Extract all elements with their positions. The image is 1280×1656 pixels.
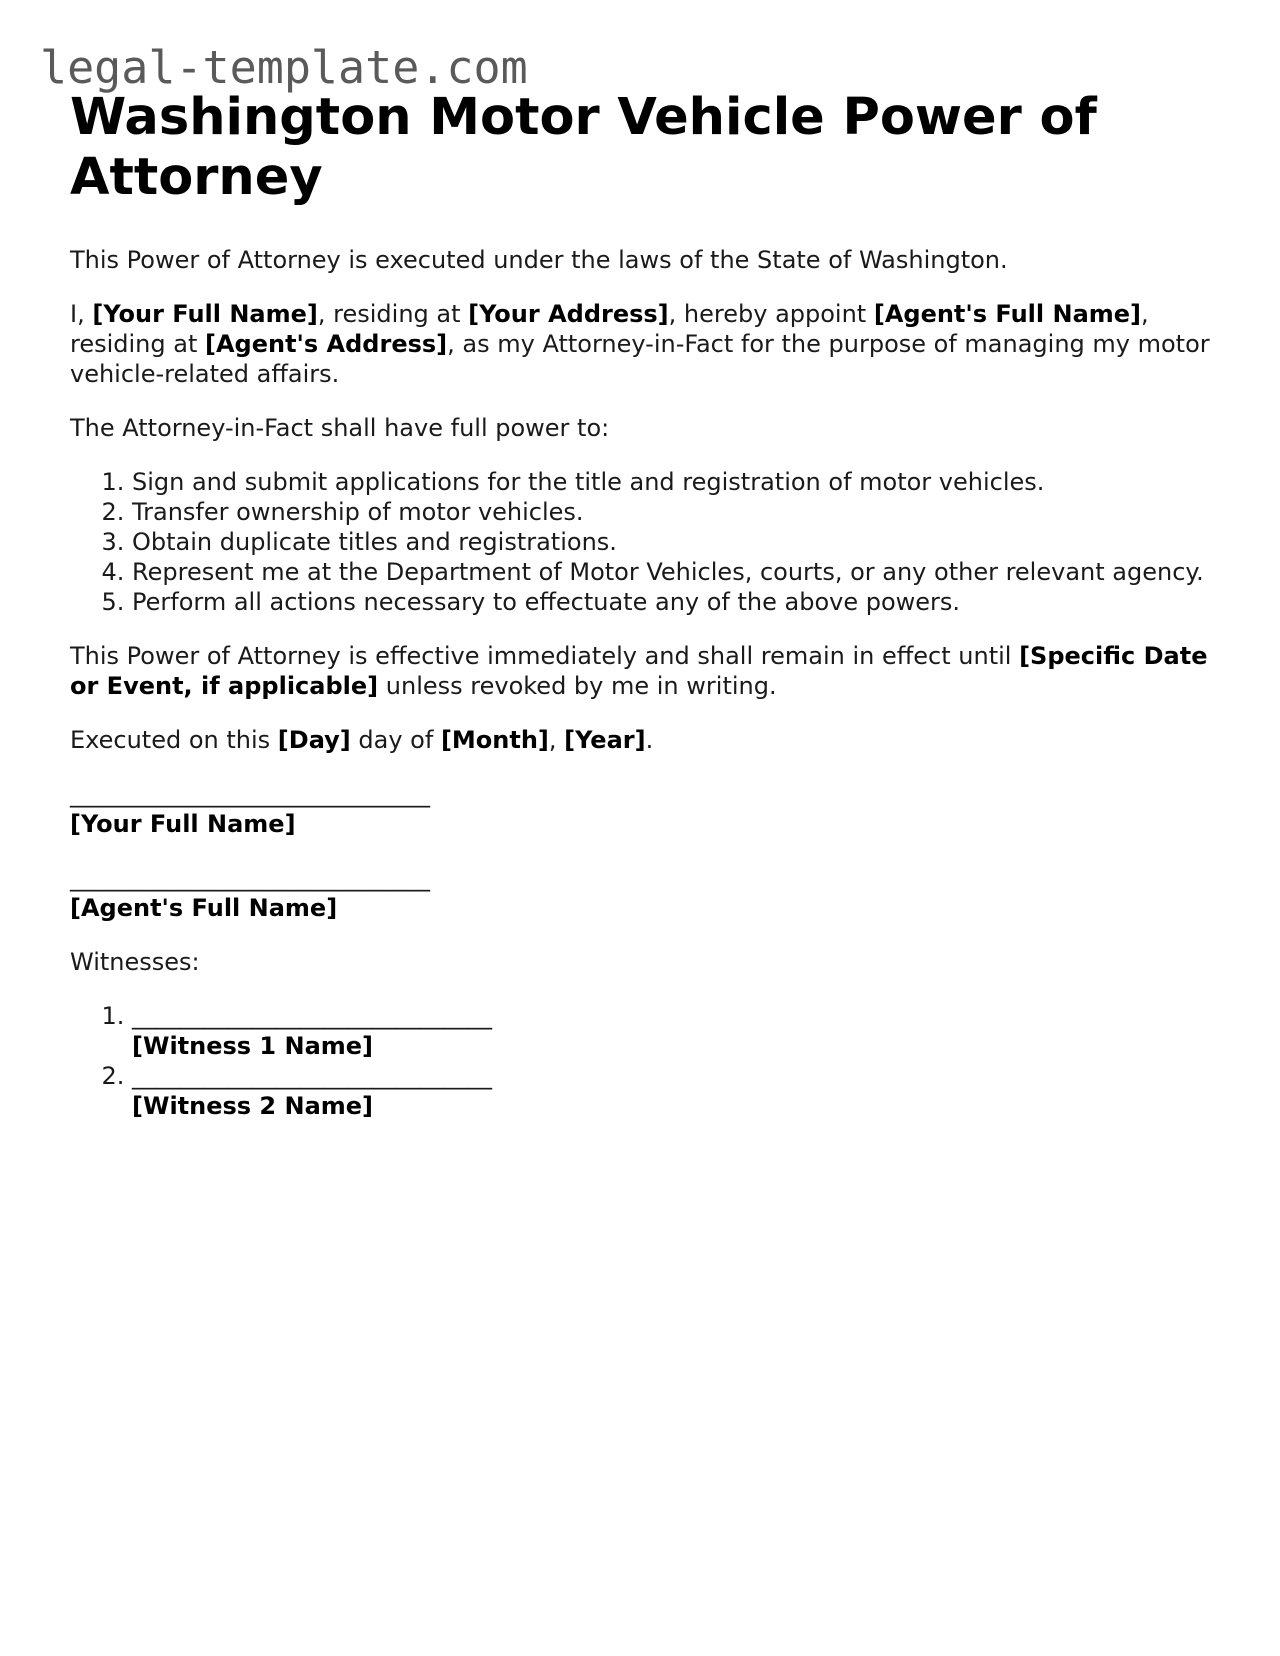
effect-text-2: unless revoked by me in writing. [378,672,777,700]
watermark: legal-template.com [40,41,528,94]
agent-signature-label: [Agent's Full Name] [70,894,338,922]
appointment-text-3: , hereby appoint [668,300,874,328]
witness-name-label: [Witness 2 Name] [132,1092,374,1120]
principal-signature-label: [Your Full Name] [70,810,296,838]
document-title: Washington Motor Vehicle Power of Attorney [70,88,1097,207]
appointment-paragraph [70,299,1220,389]
intro-paragraph: This Power of Attorney is executed under the laws of the State of Washington. [70,246,1008,274]
effect-paragraph [70,641,1220,701]
powers-list [70,467,1220,617]
appointment-text-4: , residing at [70,300,1149,358]
agent-name-placeholder: [Agent's Full Name] [873,300,1142,328]
appointment-text-1: I, [70,300,93,328]
power-item: 5. Perform all actions necessary to effectuate any of the above powers. [132,587,1220,617]
principal-name-placeholder: [Your Full Name] [92,300,318,328]
end-condition-placeholder: [Specific Date or Event, if applicable] [70,642,1208,700]
witness-signature-line: 1. ______________________________ [132,1002,492,1030]
witness-item [132,1001,1220,1061]
power-item: 3. Obtain duplicate titles and registrations. [132,527,1220,557]
executed-text-2: day of [350,726,441,754]
year-placeholder: [Year] [564,726,646,754]
witness-item [132,1061,1220,1121]
witness-signature-line: 2. ______________________________ [132,1062,492,1090]
executed-text-3: , [548,726,565,754]
month-placeholder: [Month] [440,726,549,754]
signature-line: ______________________________ [70,780,430,808]
powers-intro: The Attorney-in-Fact shall have full power to: [70,414,610,442]
document-body [70,88,1220,1121]
witness-name-label: [Witness 1 Name] [132,1032,374,1060]
principal-address-placeholder: [Your Address] [468,300,669,328]
executed-text-1: Executed on this [70,726,278,754]
agent-address-placeholder: [Agent's Address] [205,330,448,358]
executed-paragraph [70,725,1220,755]
witnesses-label: Witnesses: [70,948,200,976]
effect-text-1: This Power of Attorney is effective immediately and shall remain in effect until [70,642,1020,670]
executed-text-4: . [645,726,654,754]
witnesses-list [70,1001,1220,1121]
power-item: 4. Represent me at the Department of Motor Vehicles, courts, or any other relevant agency. [132,557,1220,587]
agent-signature-block [70,863,1220,923]
power-item: 2. Transfer ownership of motor vehicles. [132,497,1220,527]
signature-line: ______________________________ [70,864,430,892]
principal-signature-block [70,779,1220,839]
appointment-text-5: , as my Attorney-in-Fact for the purpose of managing my motor vehicle-related affairs. [70,330,1210,388]
appointment-text-2: , residing at [317,300,469,328]
day-placeholder: [Day] [277,726,351,754]
power-item: 1. Sign and submit applications for the title and registration of motor vehicles. [132,467,1220,497]
